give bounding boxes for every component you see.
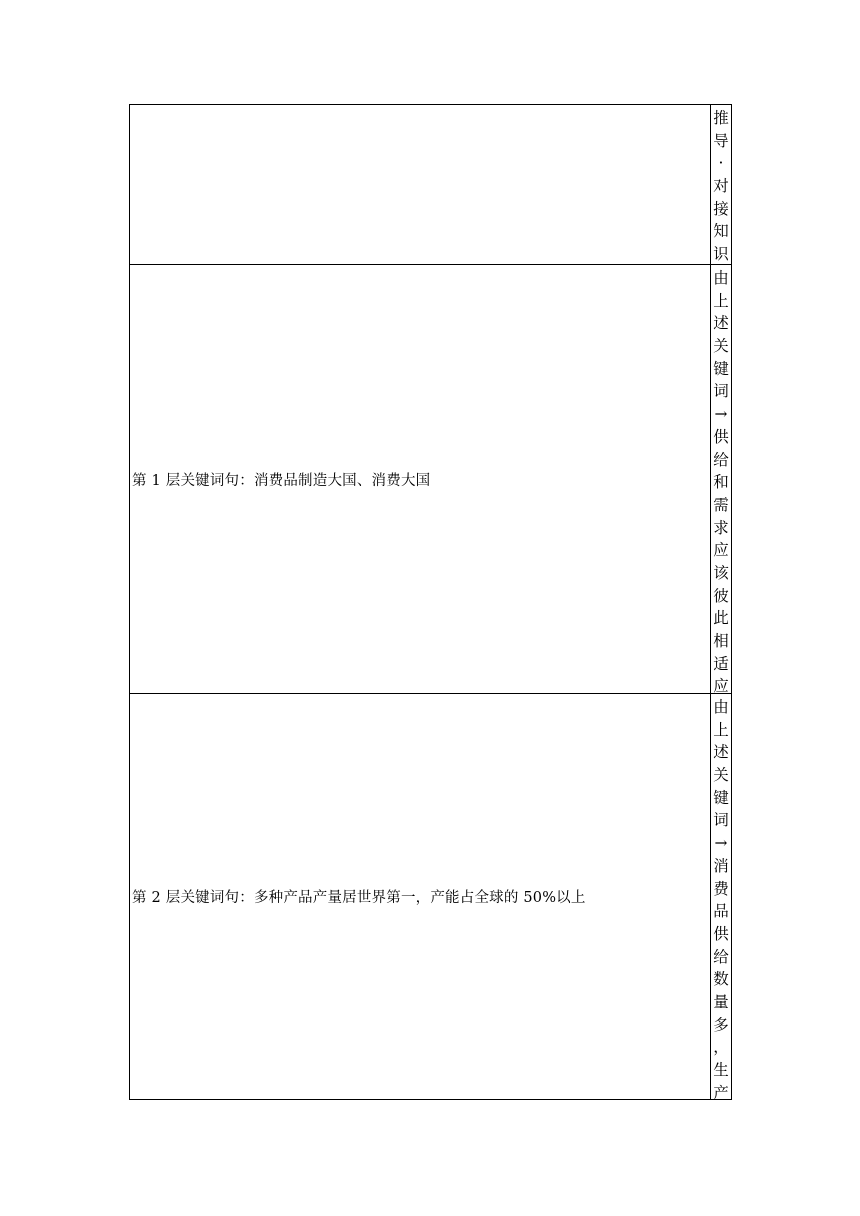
table-row xyxy=(130,693,731,1099)
vertical-char: 多 xyxy=(713,1015,729,1034)
vertical-char: 生 xyxy=(713,1061,729,1079)
keyword-cell xyxy=(130,105,711,264)
vertical-char: 数 xyxy=(713,970,729,989)
vertical-char: 词 xyxy=(713,382,729,401)
vertical-char: 和 xyxy=(713,473,729,492)
vertical-char: 由 xyxy=(713,698,729,716)
vertical-char: 推 xyxy=(713,109,729,127)
vertical-char: 接 xyxy=(713,199,729,218)
vertical-char: → xyxy=(714,405,728,424)
vertical-char: 品 xyxy=(713,902,729,921)
vertical-char: 对 xyxy=(713,177,729,196)
vertical-char: 述 xyxy=(713,743,729,762)
vertical-char: 消 xyxy=(713,856,729,875)
vertical-char: 关 xyxy=(713,337,729,356)
keyword-text: 第 2 层关键词句：多种产品产量居世界第一，产能占全球的 50%以上 xyxy=(132,890,586,906)
vertical-char: 词 xyxy=(713,811,729,830)
vertical-char: 此 xyxy=(713,609,729,628)
vertical-char: 需 xyxy=(713,495,729,514)
vertical-char: ， xyxy=(713,1038,729,1057)
vertical-char: 相 xyxy=(713,632,729,650)
vertical-char: 求 xyxy=(713,518,729,537)
vertical-char: 应 xyxy=(713,677,729,693)
vertical-char: 关 xyxy=(713,766,729,785)
derivation-cell xyxy=(711,694,731,1099)
vertical-char: 彼 xyxy=(713,586,729,605)
vertical-text xyxy=(711,694,731,1099)
vertical-char: 导 xyxy=(713,131,729,150)
vertical-char: 由 xyxy=(713,269,729,287)
vertical-char: 费 xyxy=(713,879,729,898)
table-row xyxy=(130,105,731,264)
vertical-char: → xyxy=(714,834,728,853)
vertical-char: 述 xyxy=(713,314,729,333)
vertical-char: 供 xyxy=(713,924,729,943)
table-row xyxy=(130,264,731,693)
analysis-table xyxy=(129,104,732,1100)
vertical-char: 上 xyxy=(713,291,729,310)
vertical-text xyxy=(711,105,731,264)
keyword-cell xyxy=(130,265,711,693)
vertical-char: 适 xyxy=(713,654,729,673)
vertical-char: 给 xyxy=(713,450,729,469)
vertical-char: 给 xyxy=(713,947,729,966)
keyword-text: 第 1 层关键词句：消费品制造大国、消费大国 xyxy=(132,472,431,489)
vertical-char: 键 xyxy=(713,788,729,807)
keyword-cell xyxy=(130,694,711,1099)
derivation-cell xyxy=(711,105,731,264)
vertical-char: 量 xyxy=(713,992,729,1011)
vertical-char: 应 xyxy=(713,541,729,560)
vertical-text xyxy=(711,265,731,693)
vertical-char: 产 xyxy=(713,1083,729,1099)
vertical-char: 上 xyxy=(713,720,729,739)
vertical-char: · xyxy=(718,154,724,173)
vertical-char: 键 xyxy=(713,359,729,378)
vertical-char: 该 xyxy=(713,563,729,582)
vertical-char: 识 xyxy=(713,245,729,264)
derivation-cell xyxy=(711,265,731,693)
vertical-char: 知 xyxy=(713,222,729,241)
vertical-char: 供 xyxy=(713,427,729,446)
